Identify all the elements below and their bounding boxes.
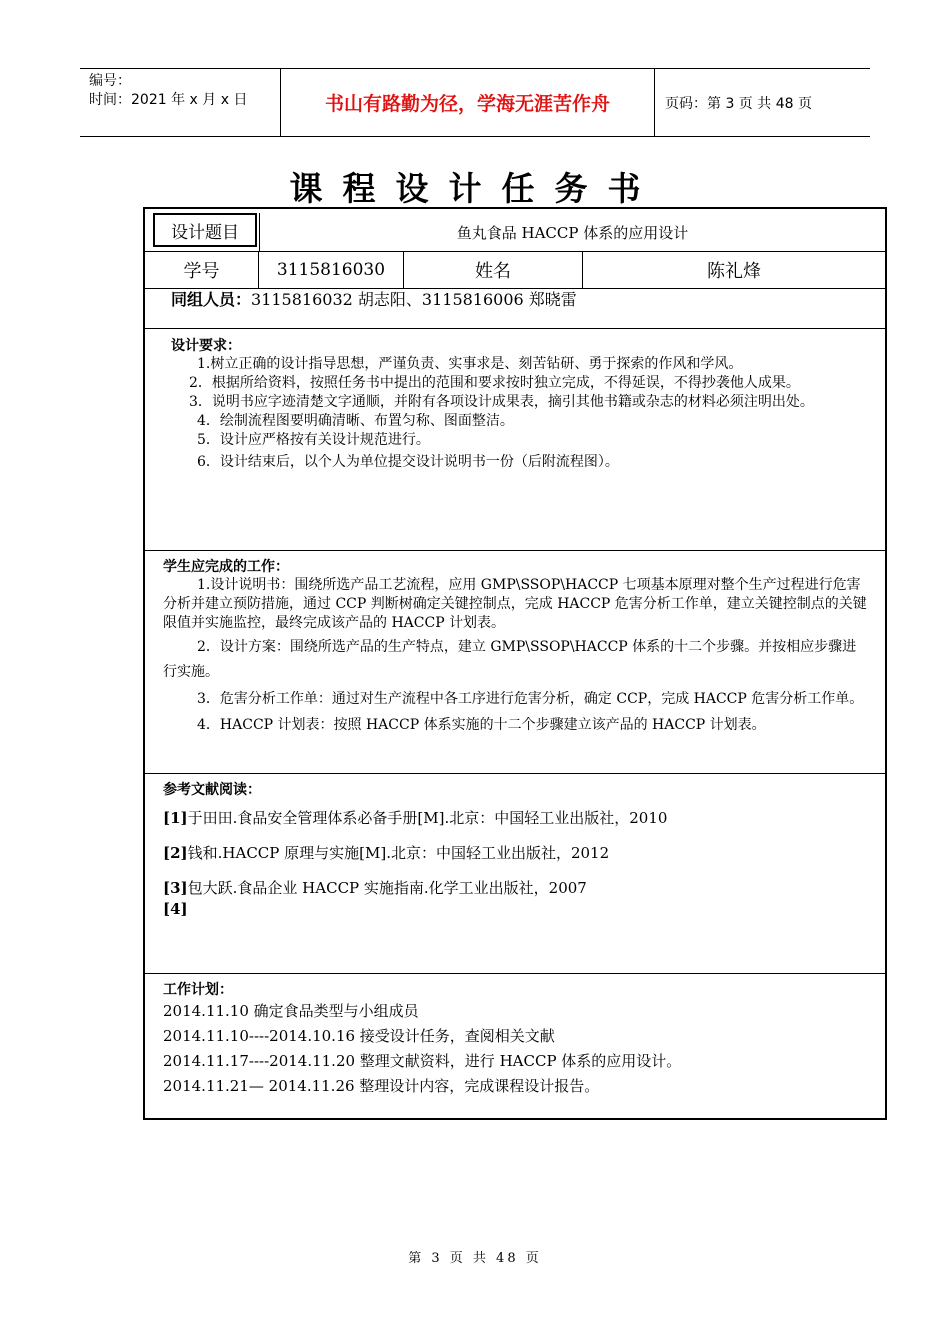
- name-value: 陈礼烽: [707, 260, 761, 282]
- plan-heading: 工作计划：: [163, 982, 233, 998]
- requirements-heading: 设计要求：: [171, 338, 241, 354]
- work-item: 2．设计方案：围绕所选产品的生产特点，建立 GMP\SSOP\HACCP 体系的十二个步骤。并按相应步骤进行实施。: [163, 639, 857, 680]
- name-label: 姓名: [404, 251, 583, 288]
- page-info: 页码：第 3 页 共 48 页: [665, 95, 812, 112]
- reference-item: [3]包大跃.食品企业 HACCP 实施指南.化学工业出版社，2007: [163, 879, 587, 897]
- requirement-item: 3．说明书应字迹清楚文字通顺，并附有各项设计成果表，摘引其他书籍或杂志的材料必须注明出处。: [189, 394, 814, 410]
- topic-value: 鱼丸食品 HACCP 体系的应用设计: [259, 213, 885, 251]
- plan-item: 2014.11.17----2014.11.20 整理文献资料，进行 HACCP 体系的应用设计。: [163, 1052, 682, 1070]
- page-header: [80, 68, 870, 137]
- plan-item: 2014.11.10----2014.10.16 接受设计任务，查阅相关文献: [163, 1027, 555, 1045]
- topic-label: 设计题目: [153, 213, 257, 247]
- page-footer: 第 3 页 共 48 页: [408, 1251, 542, 1266]
- group-row: [145, 288, 885, 329]
- plan-item: 2014.11.21— 2014.11.26 整理设计内容，完成课程设计报告。: [163, 1077, 600, 1095]
- requirement-item: 5．设计应严格按有关设计规范进行。: [197, 432, 430, 448]
- task-form: [143, 207, 887, 1120]
- work-item: 4．HACCP 计划表：按照 HACCP 体系实施的十二个步骤建立该产品的 HACCP 计划表。: [197, 717, 766, 733]
- reference-item: [2]钱和.HACCP 原理与实施[M].北京：中国轻工业出版社，2012: [163, 844, 610, 862]
- topic-row: [145, 213, 885, 252]
- student-row: [145, 251, 885, 289]
- requirement-item: 1.树立正确的设计指导思想，严谨负责、实事求是、刻苦钻研、勇于探索的作风和学风。: [197, 356, 743, 372]
- reference-item: [4]: [163, 900, 188, 918]
- work-item: 3．危害分析工作单：通过对生产流程中各工序进行危害分析，确定 CCP，完成 HACCP 危害分析工作单。: [197, 691, 864, 707]
- reference-item: [1]于田田.食品安全管理体系必备手册[M].北京：中国轻工业出版社，2010: [163, 809, 668, 827]
- student-id-label: 学号: [145, 251, 259, 288]
- motto: 书山有路勤为径，学海无涯苦作舟: [280, 69, 655, 136]
- references-heading: 参考文献阅读：: [163, 782, 261, 798]
- student-work-section: [145, 552, 885, 774]
- references-section: [145, 775, 885, 974]
- work-item: 1.设计说明书：围绕所选产品工艺流程，应用 GMP\SSOP\HACCP 七项基本原理对整个生产过程进行危害分析并建立预防措施，通过 CCP 判断树确定关键控制点，完成 HACCP 危害分析工作单，建立关键控制点的关键限值并实施监控，最终完成该产品的 HACCP 计划表。: [163, 577, 867, 631]
- student-id-value: 3115816030: [259, 251, 404, 288]
- header-meta: [80, 69, 280, 136]
- date-label: 时间：2021 年 x 月 x 日: [89, 92, 248, 108]
- requirement-item: 4．绘制流程图要明确清晰、布置匀称、图面整洁。: [197, 413, 514, 429]
- requirement-item: 6．设计结束后，以个人为单位提交设计说明书一份（后附流程图）。: [197, 454, 619, 470]
- student-work-heading: 学生应完成的工作：: [163, 559, 289, 575]
- requirement-item: 2．根据所给资料，按照任务书中提出的范围和要求按时独立完成，不得延误，不得抄袭他人成果。: [189, 375, 800, 391]
- requirements-section: [145, 333, 885, 551]
- group-value: 3115816032 胡志阳、3115816006 郑晓雷: [251, 290, 577, 309]
- plan-item: 2014.11.10 确定食品类型与小组成员: [163, 1002, 419, 1020]
- group-label: 同组人员：: [171, 290, 252, 309]
- number-label: 编号：: [89, 73, 131, 89]
- page-title: 课程设计任务书: [289, 169, 661, 208]
- plan-section: [145, 975, 885, 1115]
